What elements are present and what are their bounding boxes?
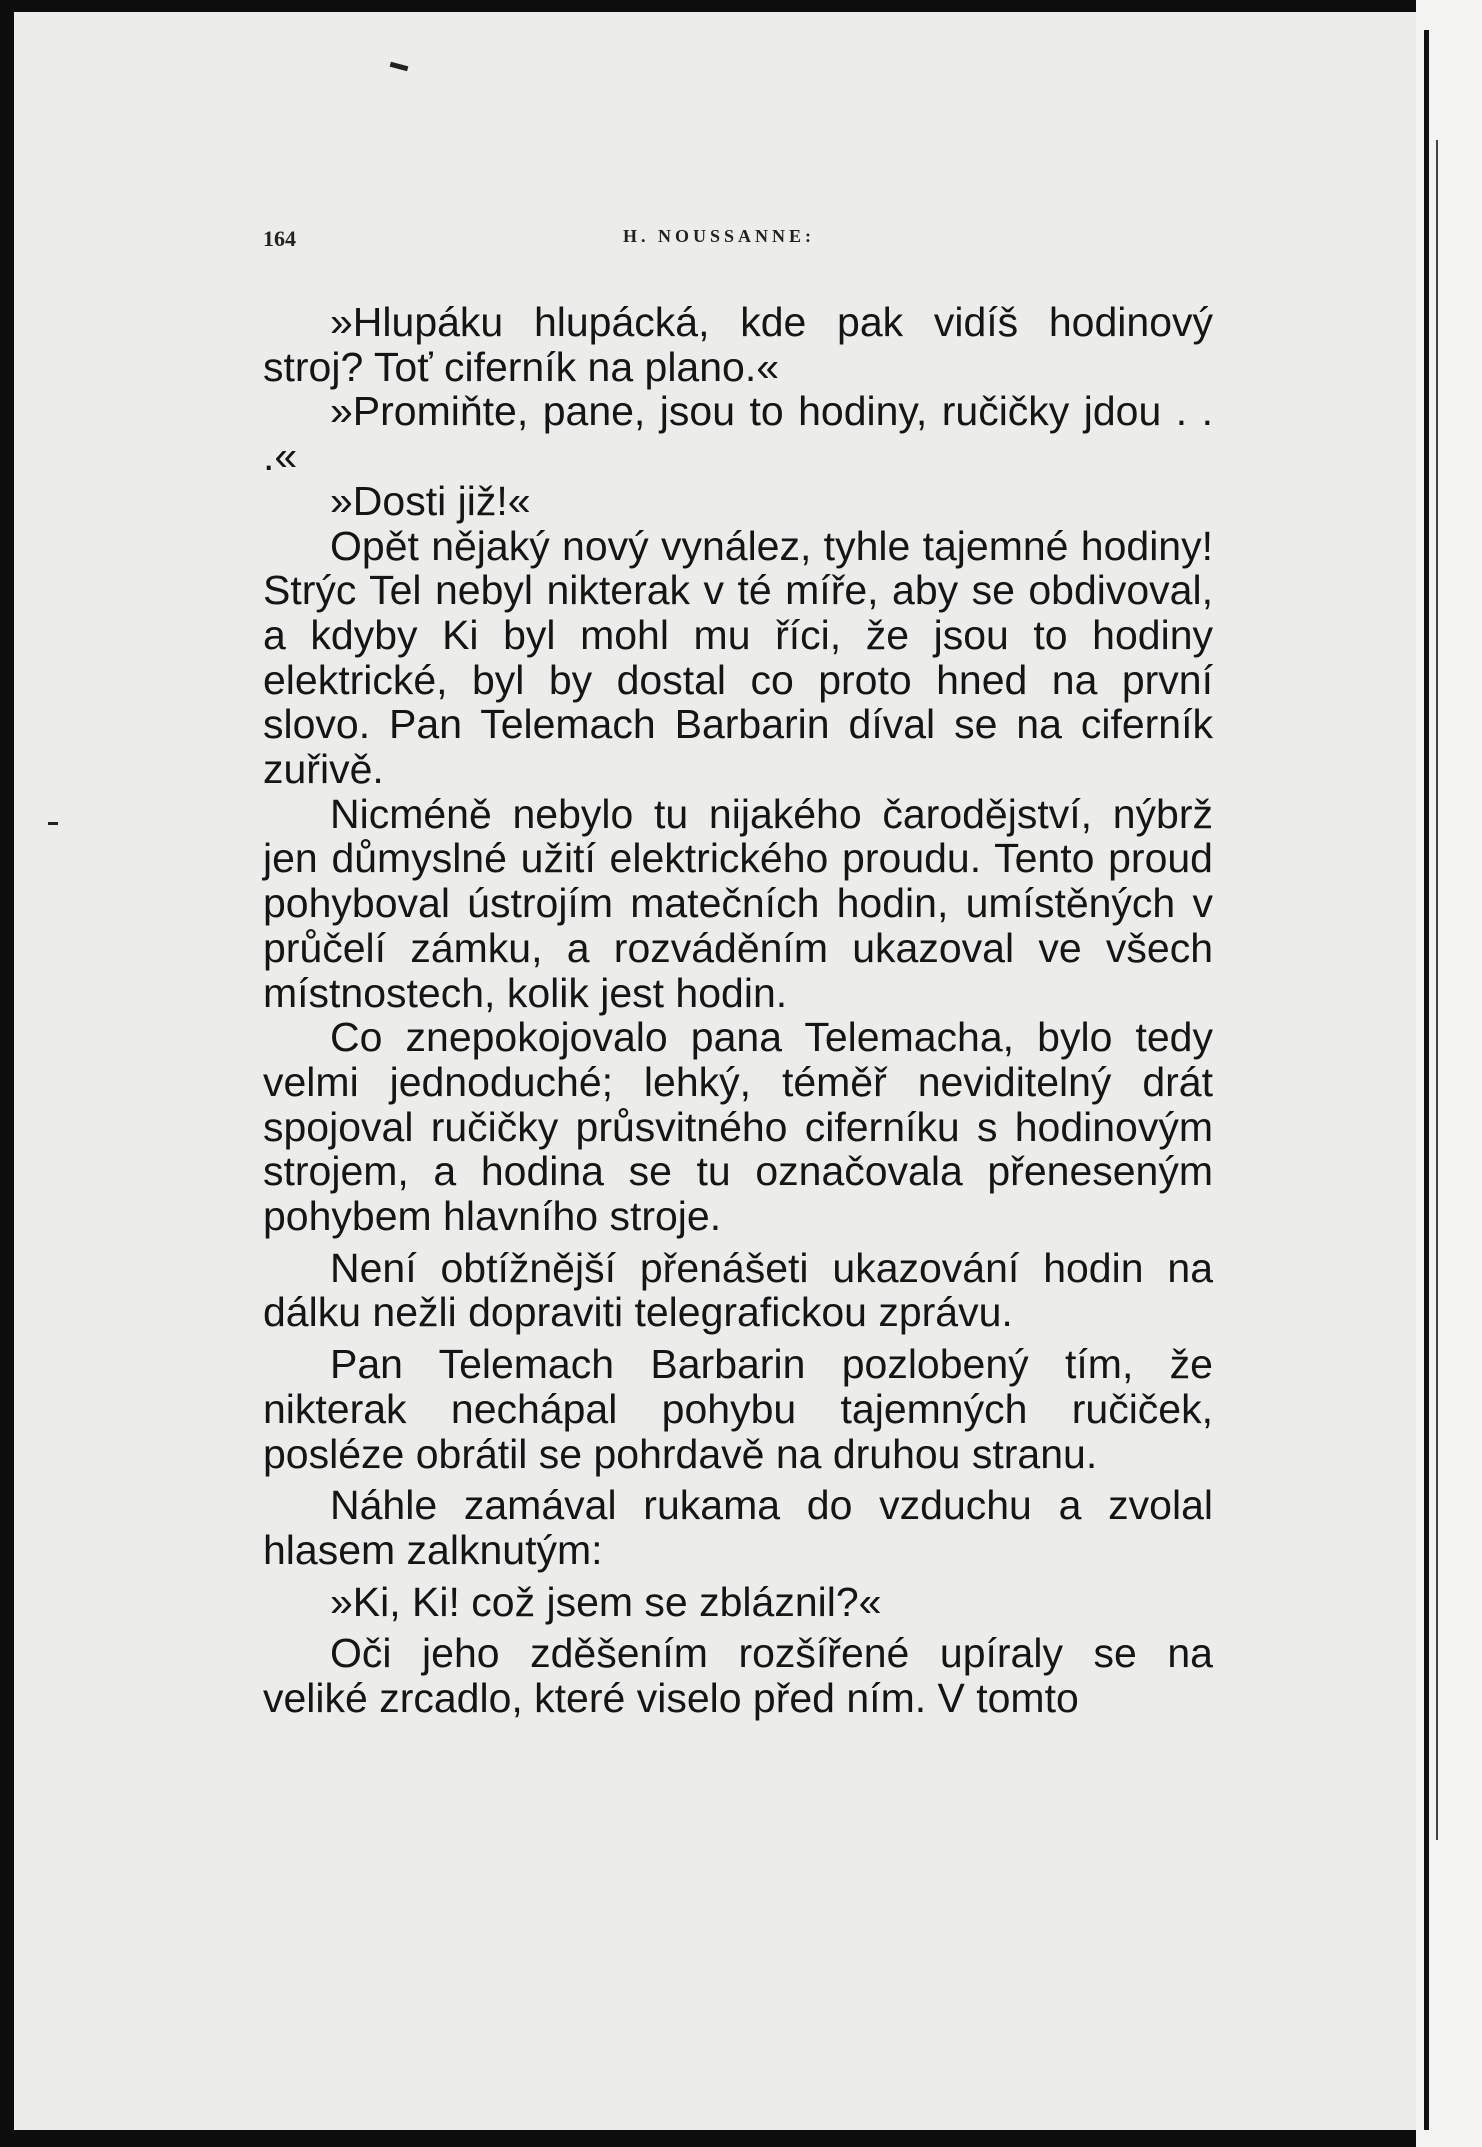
- paragraph: »Ki, Ki! což jsem se zbláznil?«: [330, 1578, 882, 1625]
- paragraph: Náhle zamával rukama do vzduchu a zvolal hlasem zalknutým:: [263, 1482, 1213, 1573]
- scan-mark: [48, 822, 58, 825]
- paragraph: Není obtížnější přenášeti ukazování hodin na dálku nežli dopraviti telegrafickou zprávu.: [263, 1244, 1213, 1336]
- page-edge-line: [1424, 30, 1429, 2130]
- page-header: [263, 226, 1213, 256]
- paragraph: Oči jeho zděšením rozšířené upíraly se na veliké zrcadlo, které viselo před ním. V tomto: [263, 1630, 1213, 1722]
- paragraph: Co znepokojovalo pana Telemacha, bylo tedy velmi jednoduché; lehký, téměř neviditelný drát spojoval ručičky průsvitného ciferníku s hodinovým strojem, a hodina se tu označovala přeneseným pohybem hlavního stroje.: [263, 1014, 1213, 1240]
- paragraph: »Dosti již!«: [330, 477, 531, 524]
- paragraph: Nicméně nebylo tu nijakého čarodějství, nýbrž jen důmyslné užití elektrického proudu. Tento proud pohyboval ústrojím matečních hodin, umístěných v průčelí zámku, a rozváděním ukazoval ve všech místnostech, kolik jest hodin.: [263, 790, 1213, 1016]
- paragraph: »Promiňte, pane, jsou to hodiny, ručičky jdou . . .«: [263, 388, 1213, 480]
- body-text: [263, 300, 1213, 1721]
- paragraph: Pan Telemach Barbarin pozlobený tím, že nikterak nechápal pohybu tajemných ručiček, posléze obrátil se pohrdavě na druhou stranu.: [263, 1341, 1213, 1477]
- page-edge-shadow: [1436, 140, 1438, 1840]
- paragraph: Opět nějaký nový vynález, tyhle tajemné hodiny! Strýc Tel nebyl nikterak v té míře, aby se obdivoval, a kdyby Ki byl mohl mu říci, že jsou to hodiny elektrické, byl by dostal co proto hned na první slovo. Pan Telemach Barbarin díval se na ciferník zuřivě.: [263, 522, 1213, 793]
- running-head: H. NOUSSANNE:: [623, 226, 816, 246]
- page-number: 164: [263, 226, 296, 251]
- paragraph: »Hlupáku hlupácká, kde pak vidíš hodinový stroj? Toť ciferník na plano.«: [263, 299, 1213, 390]
